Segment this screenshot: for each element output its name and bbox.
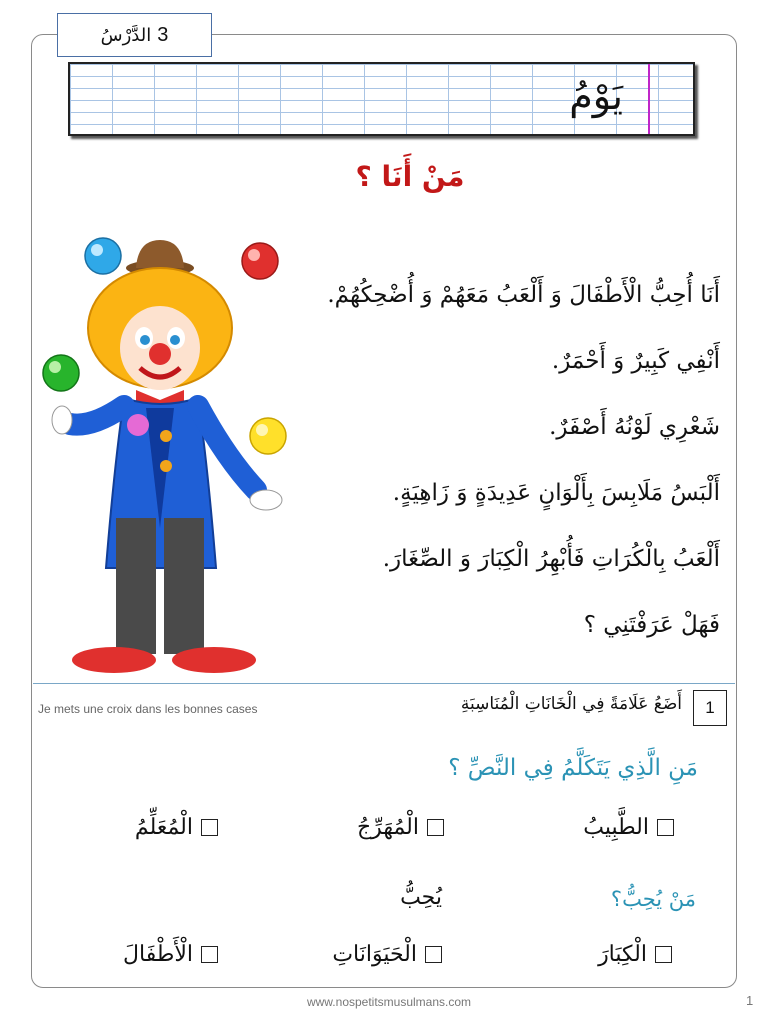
yellow-ball (250, 418, 286, 454)
question-1: مَنِ الَّذِي يَتَكَلَّمُ فِي النَّصِّ ؟ (448, 755, 698, 781)
q1-option[interactable] (583, 815, 674, 840)
day-word: يَوْمُ (569, 74, 623, 118)
q2-option[interactable] (598, 942, 672, 967)
option-label: الْمُهَرِّجُ (356, 815, 419, 840)
green-ball (43, 355, 79, 391)
section-divider (33, 683, 735, 684)
margin-marker (648, 64, 650, 134)
question-2: مَنْ يُحِبُّ؟ (610, 887, 696, 911)
handwriting-band (68, 62, 695, 136)
text-title: مَنْ أَنَا ؟ (355, 160, 465, 193)
text-line: فَهَلْ عَرَفْتَنِي ؟ (583, 612, 720, 638)
option-label: الْمُعَلِّمُ (134, 815, 193, 840)
checkbox[interactable] (425, 946, 442, 963)
text-line: أَنْفِي كَبِيرٌ وَ أَحْمَرٌ. (551, 348, 720, 374)
text-line: أَنَا أُحِبُّ الْأَطْفَالَ وَ أَلْعَبُ مَعَهُمْ وَ أُضْحِكُهُمْ. (327, 282, 720, 308)
checkbox[interactable] (655, 946, 672, 963)
text-line: أَلْعَبُ بِالْكُرَاتِ فَأُبْهِرُ الْكِبَارَ وَ الصِّغَارَ. (382, 546, 720, 572)
option-label: الْكِبَارَ (598, 942, 647, 967)
reading-text (280, 262, 720, 658)
red-ball (242, 243, 278, 279)
q2-option[interactable] (123, 942, 218, 967)
option-label: الطَّبِيبُ (583, 815, 649, 840)
q1-option[interactable] (357, 815, 444, 840)
option-label: الْحَيَوَانَاتِ (332, 942, 417, 967)
instruction-french: Je mets une croix dans les bonnes cases (38, 702, 258, 716)
lesson-label-box (57, 13, 212, 57)
checkbox[interactable] (427, 819, 444, 836)
option-label: الْأَطْفَالَ (123, 942, 193, 967)
lesson-number: 3 (157, 23, 169, 46)
q1-option[interactable] (135, 815, 218, 840)
blue-ball (85, 238, 121, 274)
text-line: أَلْبَسُ مَلَابِسَ بِأَلْوَانٍ عَدِيدَةٍ وَ زَاهِيَةٍ. (392, 480, 720, 506)
checkbox[interactable] (657, 819, 674, 836)
checkbox[interactable] (201, 819, 218, 836)
exercise-number: 1 (693, 690, 727, 726)
q2-answer-word: يُحِبُّ (400, 885, 442, 910)
clown-illustration (36, 228, 294, 680)
text-line: شَعْرِي لَوْنُهُ أَصْفَرٌ. (549, 414, 720, 440)
flower (127, 414, 149, 436)
page-number: 1 (746, 993, 754, 1008)
checkbox[interactable] (201, 946, 218, 963)
instruction-arabic: أَضَعُ عَلَامَةً فِي الْخَانَاتِ الْمُنَاسِبَةِ (460, 694, 682, 714)
footer-url: www.nospetitsmusulmans.com (306, 995, 472, 1009)
lesson-label: الدَّرْسُ (100, 24, 152, 46)
q2-option[interactable] (332, 942, 442, 967)
